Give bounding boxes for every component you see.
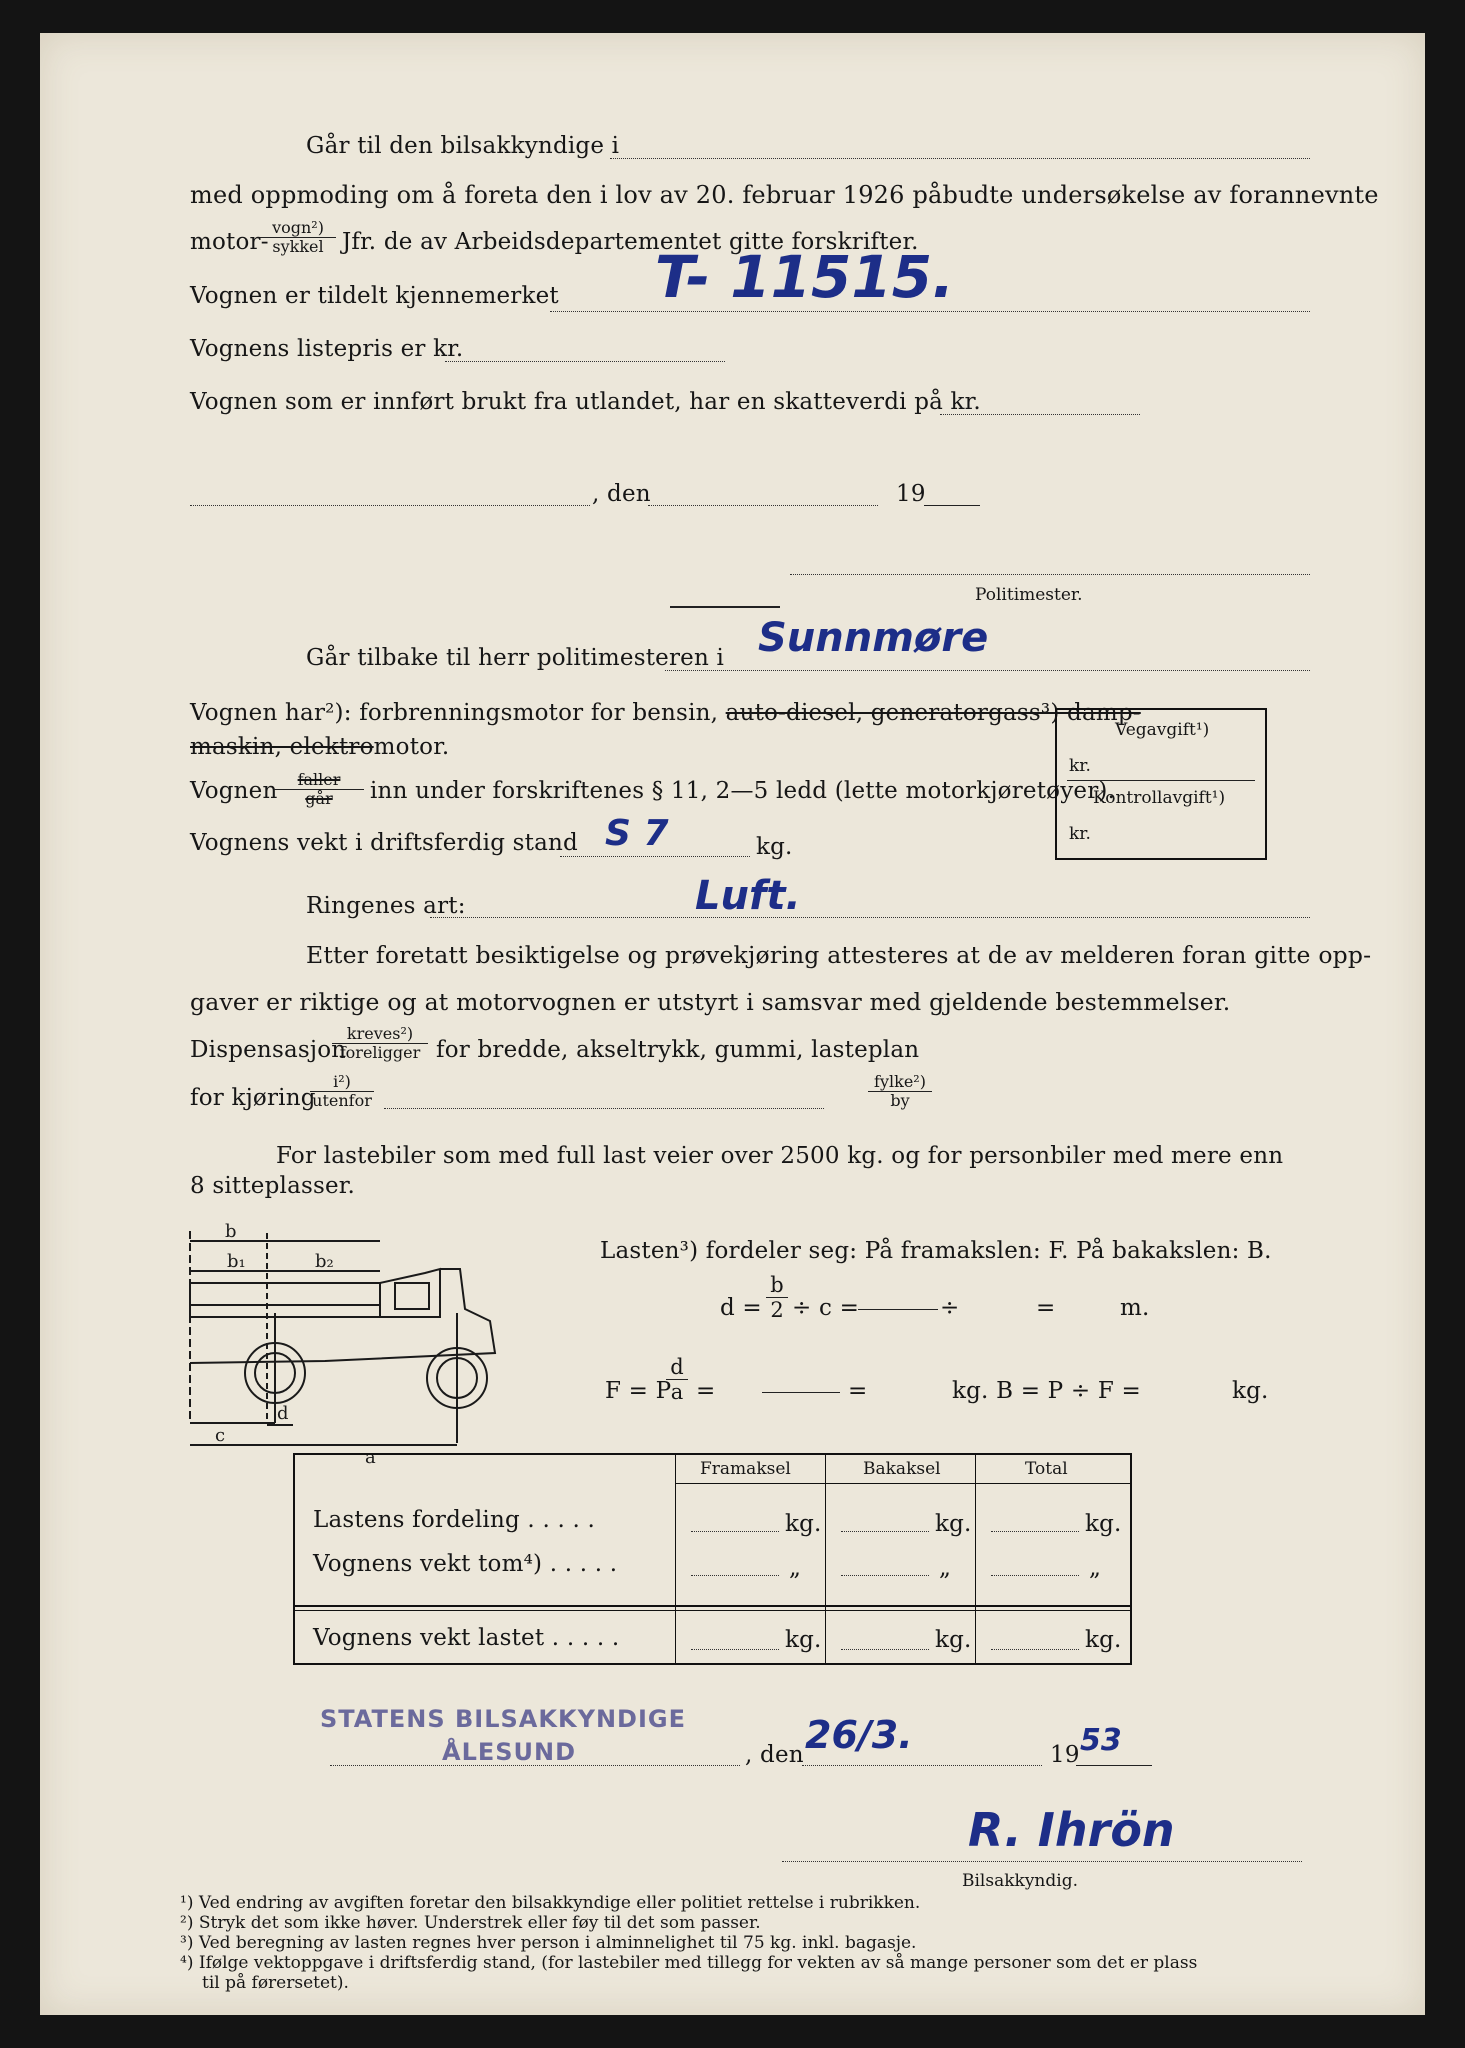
- footer-den-label: , den: [745, 1742, 804, 1768]
- cell-loaded-total-unit: kg.: [1085, 1627, 1122, 1653]
- motor-suffix: Jfr. de av Arbeidsdepartementet gitte forskrifter.: [342, 229, 919, 255]
- return-field[interactable]: [665, 670, 1310, 671]
- return-label: Går tilbake til herr politimesteren i: [306, 645, 725, 671]
- inspector-signature-line[interactable]: [782, 1861, 1302, 1862]
- gaar-struck: går: [305, 789, 333, 808]
- document-page: [40, 33, 1425, 2015]
- formula-kg-end: kg.: [1232, 1378, 1269, 1404]
- goes-to-label: Går til den bilsakkyndige i: [306, 133, 620, 159]
- truck-bed-top: [190, 1283, 380, 1305]
- inspector-signature: R. Ihrön: [968, 1803, 1175, 1857]
- cell-empty-front[interactable]: [691, 1575, 779, 1576]
- stamp-line1: STATENS BILSAKKYNDIGE: [320, 1705, 686, 1733]
- weight-unit: kg.: [756, 834, 793, 860]
- cell-load-front-unit: kg.: [785, 1511, 822, 1537]
- footnote-4: ⁴) Ifølge vektoppgave i driftsferdig stand, (for lastebiler med tillegg for vekten av så mange personer som det er plass: [180, 1953, 1198, 1973]
- diagram-label-d: d: [277, 1403, 289, 1424]
- truck-intro-line2: 8 sitteplasser.: [190, 1173, 355, 1199]
- diagram-label-a: a: [365, 1447, 376, 1468]
- footnote-4-cont: til på førersetet).: [202, 1973, 349, 1993]
- formula-f-blank[interactable]: [762, 1392, 840, 1393]
- cell-empty-rear[interactable]: [841, 1575, 929, 1576]
- police-year-prefix: 19: [896, 481, 926, 507]
- cell-loaded-rear-unit: kg.: [935, 1627, 972, 1653]
- fylke-den: by: [890, 1091, 910, 1110]
- import-value-field[interactable]: [940, 414, 1140, 415]
- weight-field[interactable]: [560, 856, 750, 857]
- footer-year-value: 53: [1080, 1723, 1122, 1758]
- formula-b: b: [766, 1273, 788, 1298]
- faller-gaar-fraction: [274, 771, 364, 808]
- formula-d: d: [666, 1355, 688, 1380]
- formula-m: m.: [1120, 1295, 1150, 1321]
- dispensation-fraction: [332, 1025, 428, 1062]
- vegavgift-field[interactable]: [1067, 780, 1255, 781]
- footer-date-field[interactable]: [802, 1765, 1042, 1766]
- engine-line1: [190, 700, 1141, 726]
- attest-line2: gaver er riktige og at motorvognen er utstyrt i samsvar med gjeldende bestemmelser.: [190, 988, 1231, 1016]
- formula-2: 2: [770, 1298, 784, 1322]
- police-signature-caption: Politimester.: [975, 585, 1083, 605]
- formula-eq3: =: [848, 1378, 868, 1404]
- for-kjoring-label: for kjøring: [190, 1085, 316, 1111]
- footnote-3: ³) Ved beregning av lasten regnes hver person i alminnelighet til 75 kg. inkl. bagasje.: [180, 1933, 917, 1953]
- tires-field[interactable]: [430, 917, 1310, 918]
- tires-value: Luft.: [695, 873, 801, 919]
- cell-load-total[interactable]: [991, 1531, 1079, 1532]
- i-num: i²): [310, 1073, 374, 1092]
- cell-loaded-front-unit: kg.: [785, 1627, 822, 1653]
- row-label-load: Lastens fordeling . . . . .: [313, 1507, 596, 1533]
- police-signature-line[interactable]: [790, 574, 1310, 575]
- fylke-num: fylke²): [868, 1073, 932, 1092]
- cell-loaded-total[interactable]: [991, 1649, 1079, 1650]
- motor-frac-den: sykkel: [272, 237, 324, 256]
- i-den: utenfor: [312, 1091, 372, 1110]
- cell-load-total-unit: kg.: [1085, 1511, 1122, 1537]
- section-divider: [670, 606, 780, 608]
- footnote-1: ¹) Ved endring av avgiften foretar den bilsakkyndige eller politiet rettelse i rubrikken.: [180, 1893, 921, 1913]
- row-label-empty: Vognens vekt tom⁴) . . . . .: [313, 1551, 618, 1577]
- footer-date-value: 26/3.: [805, 1713, 913, 1757]
- return-value: Sunnmøre: [758, 615, 989, 661]
- i-utenfor-fraction: [310, 1073, 374, 1110]
- cell-load-rear[interactable]: [841, 1531, 929, 1532]
- cell-load-rear-unit: kg.: [935, 1511, 972, 1537]
- formula-a: a: [670, 1380, 684, 1404]
- police-year-field[interactable]: [924, 505, 980, 506]
- col-header-bakaksel: Bakaksel: [863, 1459, 941, 1479]
- motor-frac-num: vogn²): [260, 219, 336, 238]
- police-den-label: , den: [592, 481, 651, 507]
- truck-diagram: [185, 1213, 605, 1473]
- listprice-field[interactable]: [445, 361, 725, 362]
- fylke-by-fraction: [868, 1073, 932, 1110]
- tires-label: Ringenes art:: [306, 893, 466, 919]
- dispensation-label: Dispensasjon: [190, 1037, 347, 1063]
- registration-label: Vognen er tildelt kjennemerket: [190, 283, 559, 309]
- truck-window: [395, 1283, 429, 1309]
- engine-line1-text: Vognen har²): forbrenningsmotor for bensin,: [190, 700, 726, 726]
- listprice-label: Vognens listepris er kr.: [190, 336, 464, 362]
- formula-d-blank[interactable]: [858, 1309, 938, 1310]
- regulation-text: inn under forskriftenes § 11, 2—5 ledd (lette motorkjøretøyer).: [370, 778, 1116, 804]
- formula-d-left: d =: [720, 1295, 762, 1321]
- vegavgift-label: Vegavgift¹): [1115, 720, 1210, 740]
- weight-label: Vognens vekt i driftsferdig stand: [190, 830, 578, 856]
- cell-loaded-front[interactable]: [691, 1649, 779, 1650]
- weight-table: [293, 1453, 1132, 1665]
- request-line: med oppmoding om å foreta den i lov av 20. februar 1926 påbudte undersøkelse av forannevnte: [190, 181, 1379, 209]
- row-label-loaded: Vognens vekt lastet . . . . .: [313, 1625, 620, 1651]
- kontrollavgift-kr: kr.: [1069, 824, 1091, 844]
- cell-empty-front-unit: „: [789, 1555, 802, 1581]
- diagram-label-c: c: [215, 1425, 226, 1446]
- vognen-prefix: Vognen: [190, 778, 278, 804]
- engine-line1-struck: auto-diesel, generatorgass³) damp-: [725, 700, 1141, 726]
- weight-value: S 7: [605, 813, 669, 854]
- fees-box: [1055, 708, 1267, 860]
- dispensation-num: kreves²): [332, 1025, 428, 1044]
- formula-eq: =: [1036, 1295, 1056, 1321]
- diagram-label-b1: b₁: [227, 1251, 246, 1272]
- kontrollavgift-label: Kontrollavgift¹): [1093, 788, 1226, 808]
- footer-year-prefix: 19: [1050, 1742, 1080, 1768]
- cell-empty-total[interactable]: [991, 1575, 1079, 1576]
- dispensation-suffix: for bredde, akseltrykk, gummi, lasteplan: [436, 1037, 920, 1063]
- col-header-framaksel: Framaksel: [700, 1459, 791, 1479]
- cell-load-front[interactable]: [691, 1531, 779, 1532]
- truck-bed-bottom: [190, 1305, 380, 1317]
- import-value-label: Vognen som er innført brukt fra utlandet, har en skatteverdi på kr.: [190, 389, 981, 415]
- formula-b-fraction: [766, 1273, 788, 1322]
- footer-year-field[interactable]: [1076, 1765, 1152, 1766]
- engine-line2-text: motor.: [373, 734, 450, 760]
- faller-struck: faller: [274, 771, 364, 790]
- police-place-field[interactable]: [190, 505, 590, 506]
- formula-kg-b: kg. B = P ÷ F =: [952, 1378, 1141, 1404]
- formula-f-left: F = P: [605, 1378, 672, 1404]
- load-distribution-text: Lasten³) fordeler seg: På framakslen: F. På bakakslen: B.: [600, 1238, 1272, 1264]
- kjoring-field[interactable]: [384, 1108, 824, 1109]
- formula-da-fraction: [666, 1355, 688, 1404]
- engine-line2: [190, 734, 449, 760]
- motor-fraction: [260, 219, 336, 256]
- cell-loaded-rear[interactable]: [841, 1649, 929, 1650]
- attest-line1: Etter foretatt besiktigelse og prøvekjøring attesteres at de av melderen foran gitte opp-: [306, 941, 1372, 969]
- cell-empty-rear-unit: „: [939, 1555, 952, 1581]
- footer-place-field[interactable]: [330, 1765, 740, 1766]
- registration-value: T- 11515.: [655, 243, 955, 311]
- registration-field[interactable]: [550, 311, 1310, 312]
- engine-line2-struck: maskin, elektro: [190, 734, 374, 760]
- motor-prefix: motor-: [190, 229, 269, 255]
- col-header-total: Total: [1025, 1459, 1068, 1479]
- formula-d-right: ÷ c =: [792, 1295, 860, 1321]
- footnote-2: ²) Stryk det som ikke høver. Understrek eller føy til det som passer.: [180, 1913, 761, 1933]
- cell-empty-total-unit: „: [1089, 1555, 1102, 1581]
- goes-to-field[interactable]: [610, 158, 1310, 159]
- diagram-label-b: b: [225, 1221, 237, 1242]
- stamp-line2: ÅLESUND: [442, 1738, 577, 1766]
- diagram-label-b2: b₂: [315, 1251, 334, 1272]
- vegavgift-kr: kr.: [1069, 756, 1091, 776]
- inspector-signature-caption: Bilsakkyndig.: [962, 1871, 1078, 1891]
- police-date-field[interactable]: [648, 505, 878, 506]
- truck-intro-line1: For lastebiler som med full last veier over 2500 kg. og for personbiler med mere enn: [276, 1143, 1284, 1169]
- formula-eq2: =: [696, 1378, 716, 1404]
- formula-div: ÷: [940, 1295, 960, 1321]
- dispensation-den: foreligger: [339, 1043, 421, 1062]
